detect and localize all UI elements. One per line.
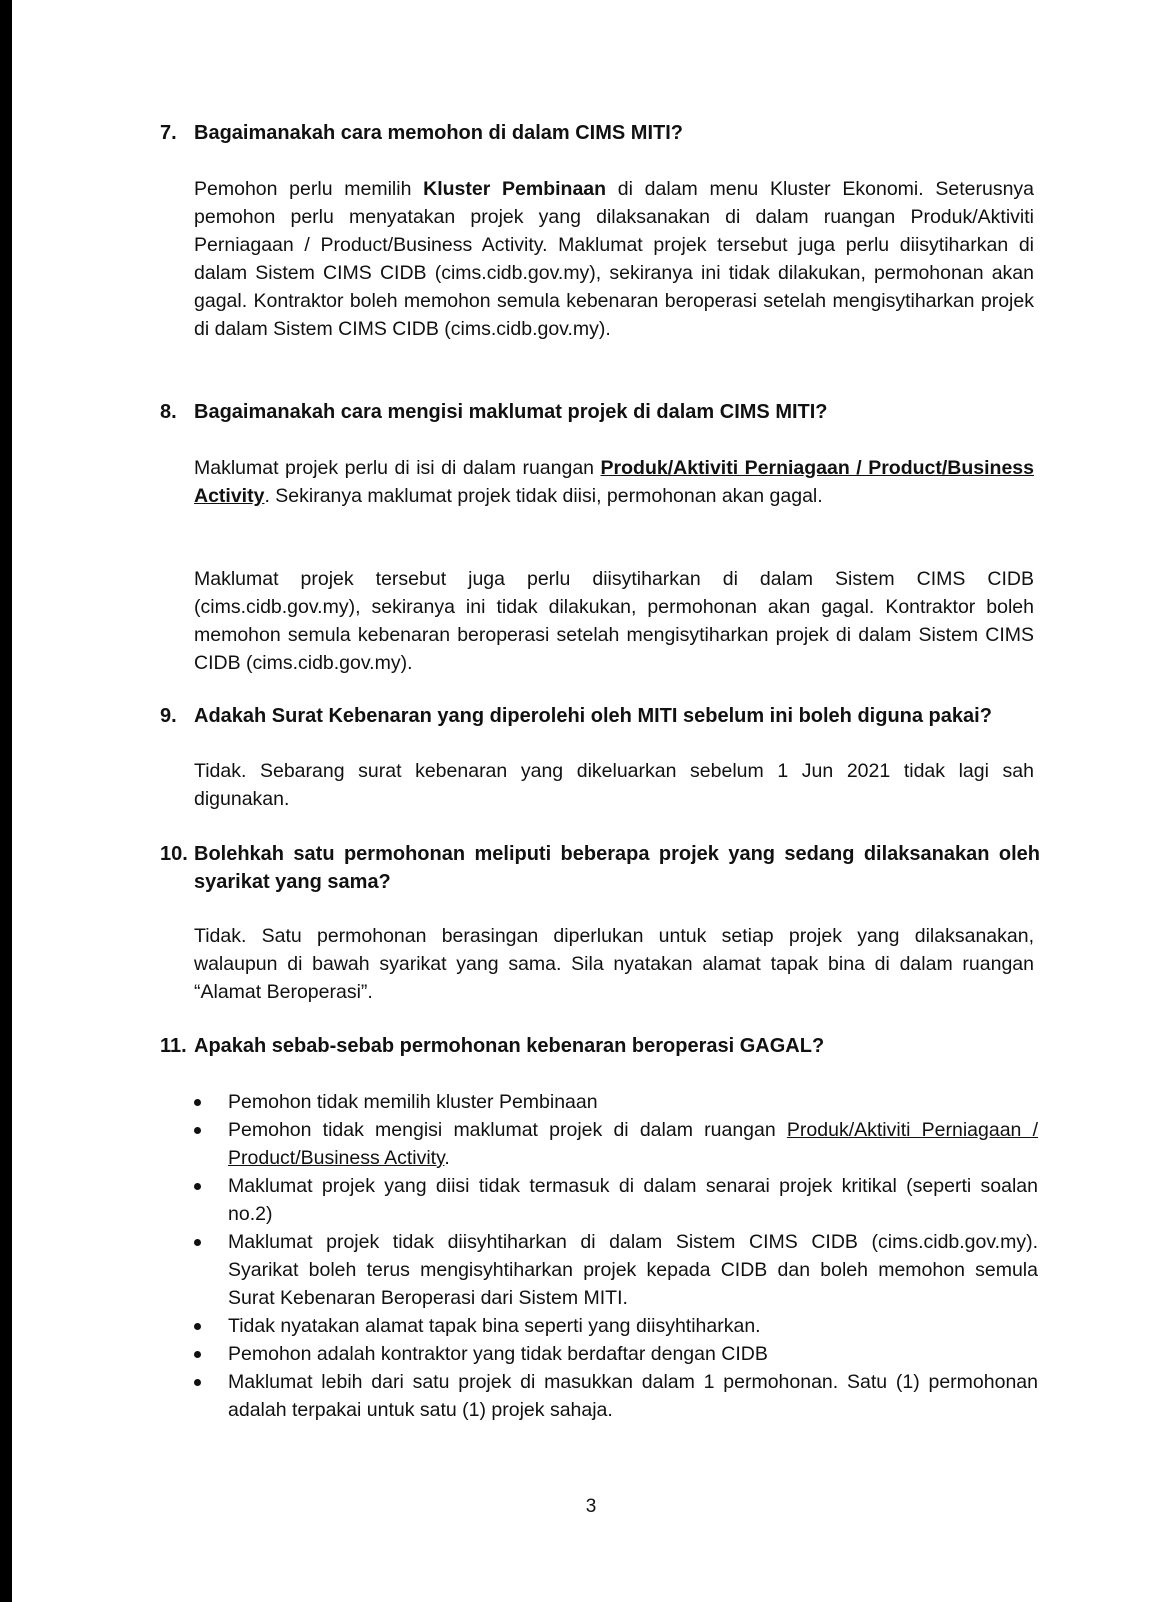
- list-item: Tidak nyatakan alamat tapak bina seperti yang diisyhtiharkan.: [192, 1312, 1038, 1340]
- question-11-heading: [160, 1032, 1040, 1060]
- question-7-heading: [160, 119, 1040, 147]
- bullet-icon: [194, 1323, 201, 1330]
- bullet-icon: [194, 1099, 201, 1106]
- list-item: Pemohon tidak mengisi maklumat projek di dalam ruangan Produk/Aktiviti Perniagaan / Product/Business Activity.: [192, 1116, 1038, 1172]
- question-title: Bolehkah satu permohonan meliputi beberapa projek yang sedang dilaksanakan oleh syarikat yang sama?: [194, 843, 1040, 893]
- question-number: 8.: [160, 401, 177, 423]
- question-title: Adakah Surat Kebenaran yang diperolehi oleh MITI sebelum ini boleh diguna pakai?: [194, 705, 992, 727]
- field-name-underlined: Produk/Aktiviti Perniagaan / Product/Business Activity: [228, 1119, 1039, 1169]
- list-item: Maklumat projek tidak diisyhtiharkan di dalam Sistem CIMS CIDB (cims.cidb.gov.my). Syarikat boleh terus mengisyhtiharkan projek kepada CIDB dan boleh memohon semula Surat Kebenaran Beroperasi dari Sistem MITI.: [192, 1228, 1038, 1312]
- bold-text: Kluster Pembinaan: [423, 178, 607, 200]
- question-8-answer-1: Maklumat projek perlu di isi di dalam ruangan Produk/Aktiviti Perniagaan / Product/Business Activity. Sekiranya maklumat projek tidak diisi, permohonan akan gagal.: [194, 457, 1034, 507]
- question-7-answer: Pemohon perlu memilih Kluster Pembinaan di dalam menu Kluster Ekonomi. Seterusnya pemohon perlu menyatakan projek yang dilaksanakan di dalam ruangan Produk/Aktiviti Perniagaan / Product/Business Activity. Maklumat projek tersebut juga perlu diisytiharkan di dalam Sistem CIMS CIDB (cims.cidb.gov.my), sekiranya ini tidak dilakukan, permohonan akan gagal. Kontraktor boleh memohon semula kebenaran beroperasi setelah mengisytiharkan projek di dalam Sistem CIMS CIDB (cims.cidb.gov.my).: [194, 178, 1035, 340]
- question-10-answer: Tidak. Satu permohonan berasingan diperlukan untuk setiap projek yang dilaksanakan, walaupun di bawah syarikat yang sama. Sila nyatakan alamat tapak bina di dalam ruangan “Alamat Beroperasi”.: [194, 925, 1034, 1003]
- question-number: 11.: [160, 1035, 187, 1057]
- bullet-icon: [194, 1127, 201, 1134]
- bullet-icon: [194, 1351, 201, 1358]
- list-item: Maklumat lebih dari satu projek di masukkan dalam 1 permohonan. Satu (1) permohonan adalah terpakai untuk satu (1) projek sahaja.: [192, 1368, 1038, 1424]
- question-number: 7.: [160, 122, 177, 144]
- question-number: 10.: [160, 843, 188, 865]
- field-name-underlined: Produk/Aktiviti Perniagaan / Product/Business Activity: [194, 457, 1034, 507]
- bullet-icon: [194, 1183, 201, 1190]
- bullet-icon: [194, 1239, 201, 1246]
- bullet-icon: [194, 1379, 201, 1386]
- question-title: Apakah sebab-sebab permohonan kebenaran beroperasi GAGAL?: [194, 1035, 825, 1057]
- question-8-heading: [160, 398, 1040, 426]
- failure-reasons-list: [192, 1088, 1038, 1424]
- question-title: Bagaimanakah cara mengisi maklumat projek di dalam CIMS MITI?: [194, 401, 828, 423]
- question-title: Bagaimanakah cara memohon di dalam CIMS MITI?: [194, 122, 684, 144]
- question-8-answer-2: Maklumat projek tersebut juga perlu diisytiharkan di dalam Sistem CIMS CIDB (cims.cidb.gov.my), sekiranya ini tidak dilakukan, permohonan akan gagal. Kontraktor boleh memohon semula kebenaran beroperasi setelah mengisytiharkan projek di dalam Sistem CIMS CIDB (cims.cidb.gov.my).: [194, 568, 1034, 674]
- document-page: [12, 0, 1170, 1602]
- question-9-heading: [160, 702, 1040, 730]
- page-number: 3: [585, 1496, 597, 1517]
- question-9-answer: Tidak. Sebarang surat kebenaran yang dikeluarkan sebelum 1 Jun 2021 tidak lagi sah digunakan.: [194, 760, 1034, 810]
- list-item: Maklumat projek yang diisi tidak termasuk di dalam senarai projek kritikal (seperti soalan no.2): [192, 1172, 1038, 1228]
- list-item: Pemohon tidak memilih kluster Pembinaan: [192, 1088, 1038, 1116]
- question-10-heading: [160, 840, 1040, 896]
- question-number: 9.: [160, 705, 177, 727]
- list-item: Pemohon adalah kontraktor yang tidak berdaftar dengan CIDB: [192, 1340, 1038, 1368]
